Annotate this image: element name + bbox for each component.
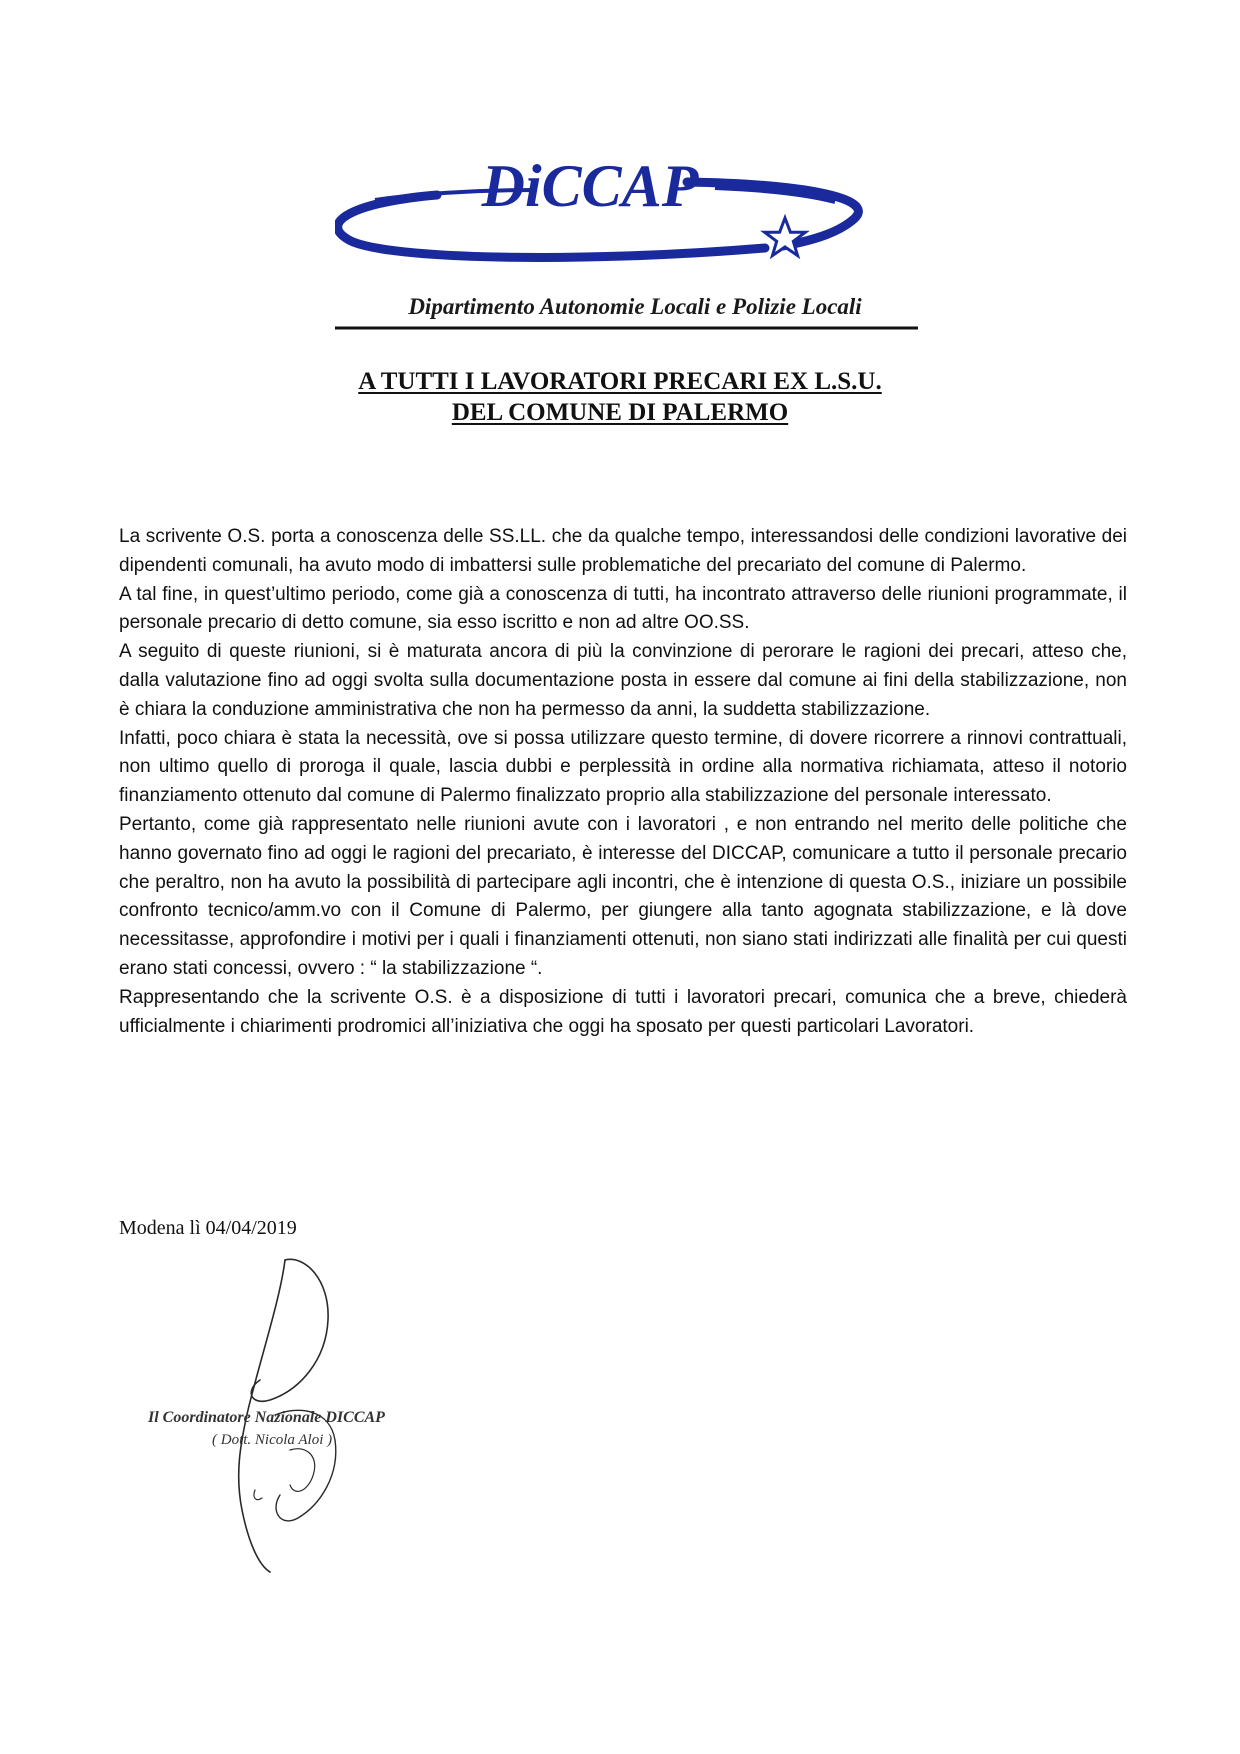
diccap-logo-graphic bbox=[335, 160, 925, 335]
paragraph: A tal fine, in quest’ultimo periodo, come già a conoscenza di tutti, ha incontrato attraverso delle riunioni programmate, il personale precario di detto comune, sia esso iscritto e non ad altre OO.SS. bbox=[119, 583, 1127, 634]
document-heading bbox=[0, 366, 1240, 428]
letterhead-logo bbox=[335, 160, 925, 335]
paragraph: A seguito di queste riunioni, si è maturata ancora di più la convinzione di perorare le ragioni dei precari, atteso che, dalla valutazione fino ad oggi svolta sulla documentazione posta in essere dal comune ai fini della stabilizzazione, non è chiara la conduzione amministrativa che non ha permesso da anni, la suddetta stabilizzazione. bbox=[119, 641, 1127, 720]
paragraph: La scrivente O.S. porta a conoscenza delle SS.LL. che da qualche tempo, interessandosi delle condizioni lavorative dei dipendenti comunali, ha avuto modo di imbattersi sulle problematiche del precariato del comune di Palermo. bbox=[119, 526, 1127, 576]
logo-wordmark: DiCCAP bbox=[481, 160, 699, 219]
paragraph: Rappresentando che la scrivente O.S. è a disposizione di tutti i lavoratori precari, comunica che a breve, chiederà ufficialmente i chiarimenti prodromici all’iniziativa che oggi ha sposato per questi particolari Lavoratori. bbox=[119, 986, 1127, 1037]
letter-body bbox=[119, 523, 1127, 1041]
paragraph: Pertanto, come già rappresentato nelle riunioni avute con i lavoratori , e non entrando nel merito delle politiche che hanno governato fino ad oggi le ragioni del precariato, è interesse del DICCAP, comunicare a tutto il personale precario che peraltro, non ha avuto la possibilità di partecipare agli incontri, che è intenzione di questa O.S., iniziare un possibile confronto tecnico/amm.vo con il Comune di Palermo, per giungere alla tanto agognata stabilizzazione, e là dove necessitasse, approfondire i motivi per i quali i finanziamenti ottenuti, non siano stati indirizzati alle finalità per cui questi erano stati concessi, ovvero : “ la stabilizzazione “. bbox=[119, 813, 1127, 979]
paragraph: Infatti, poco chiara è stata la necessità, ove si possa utilizzare questo termine, di dovere ricorrere a rinnovi contrattuali, non ultimo quello di proroga il quale, lascia dubbi e perplessità in ordine alla normativa richiamata, atteso il notorio finanziamento ottenuto dal comune di Palermo finalizzato proprio alla stabilizzazione del personale interessato. bbox=[119, 727, 1127, 807]
logo-subtitle: Dipartimento Autonomie Locali e Polizie Locali bbox=[408, 294, 862, 319]
signatory-name: ( Dott. Nicola Aloi ) bbox=[212, 1432, 333, 1448]
signatory-title: Il Coordinatore Nazionale DICCAP bbox=[148, 1409, 385, 1426]
heading-line-1: A TUTTI I LAVORATORI PRECARI EX L.S.U. bbox=[358, 368, 882, 395]
place-date: Modena lì 04/04/2019 bbox=[119, 1217, 297, 1239]
heading-line-2: DEL COMUNE DI PALERMO bbox=[451, 399, 789, 426]
